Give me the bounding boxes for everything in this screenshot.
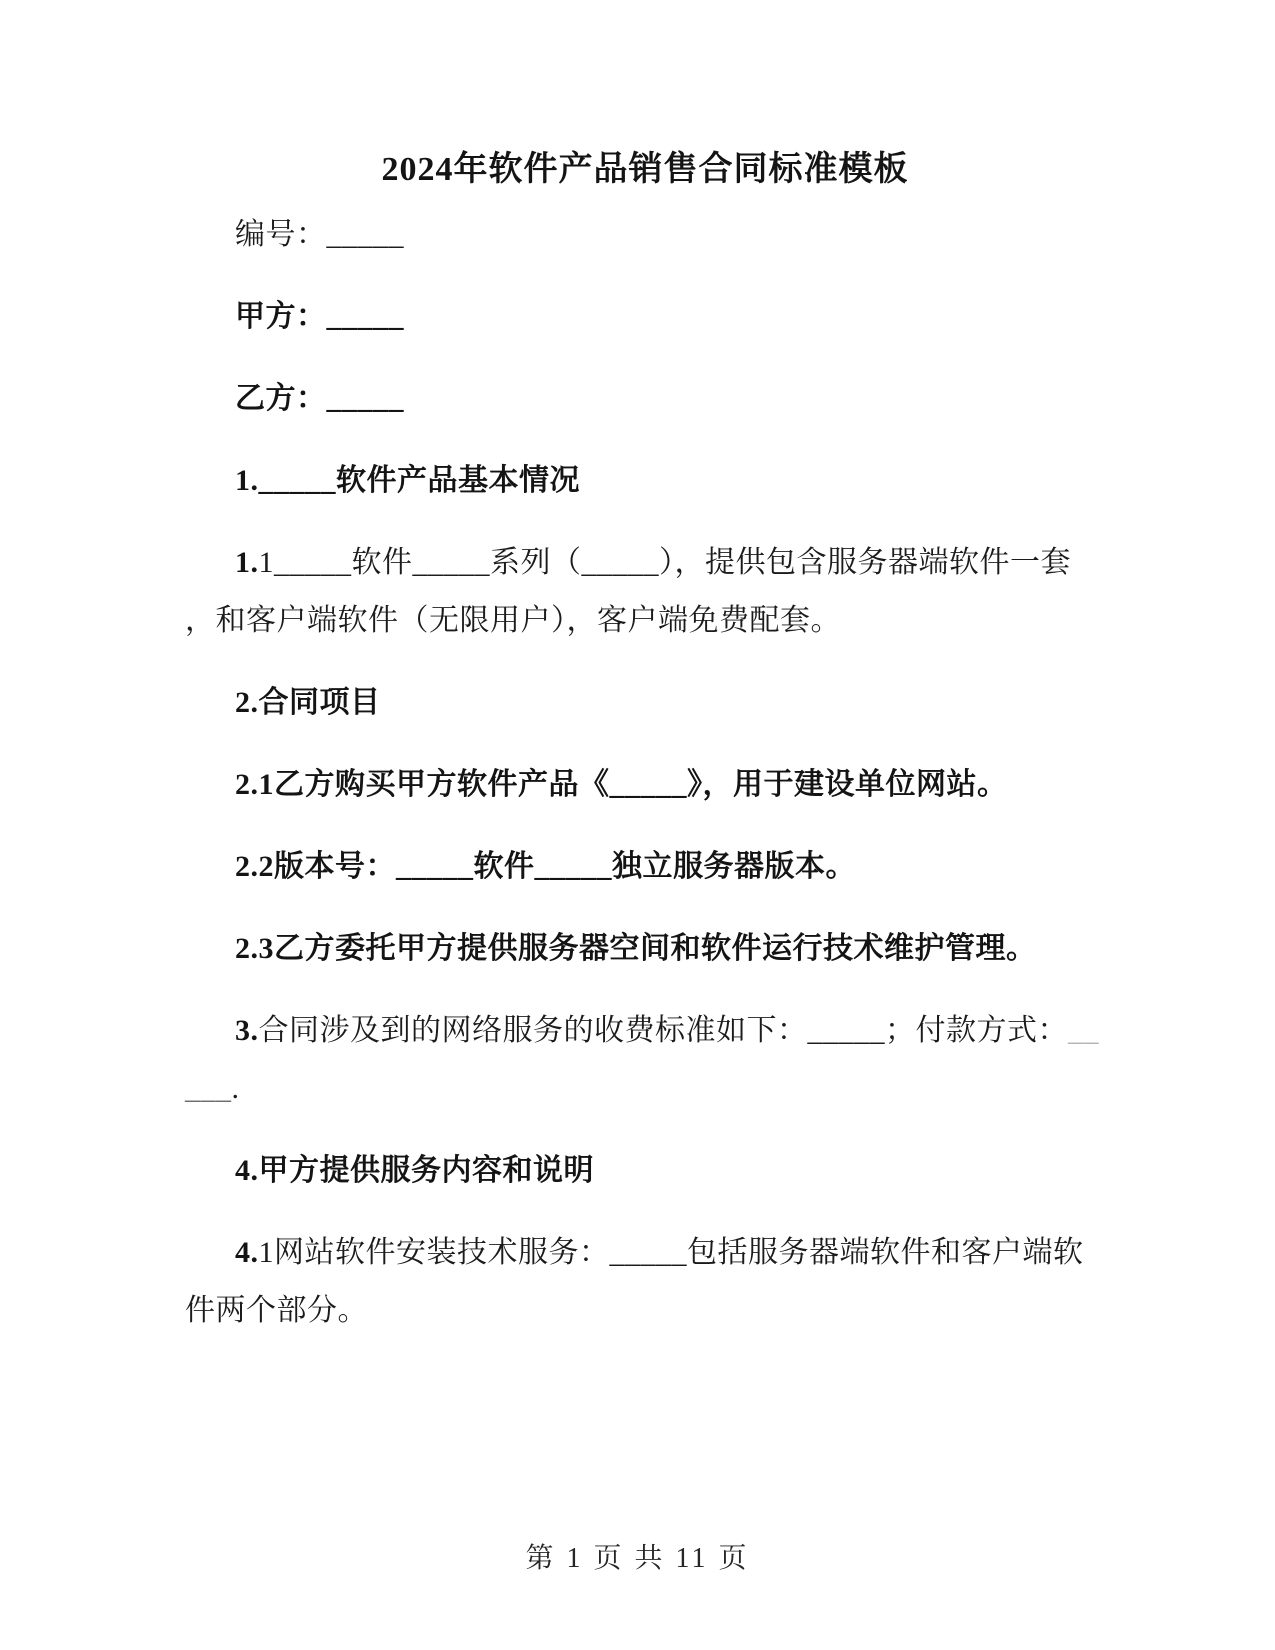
clause-3-payment-blank-continuation: ___ <box>185 1072 232 1105</box>
party-b-label: 乙方： <box>235 382 327 415</box>
clause-4-1-number: 4. <box>235 1236 259 1269</box>
clause-1-1-line2: ，和客户端软件（无限用户），客户端免费配套。 <box>185 604 841 637</box>
field-party-b-line <box>185 370 1105 428</box>
section-1-title: 软件产品基本情况 <box>336 464 580 497</box>
section-4-heading <box>185 1142 1105 1200</box>
clause-4-1-line1a: 1网站软件安装技术服务： <box>258 1236 610 1269</box>
party-a-blank: _____ <box>326 300 404 333</box>
number-blank: _____ <box>326 218 404 251</box>
document-title: 2024年软件产品销售合同标准模板 <box>381 151 909 188</box>
clause-2-2: 2.2版本号：_____软件_____独立服务器版本。 <box>235 850 856 883</box>
section-2-number: 2. <box>235 686 259 719</box>
section-4-title: 甲方提供服务内容和说明 <box>258 1154 594 1187</box>
section-4-number: 4. <box>235 1154 259 1187</box>
number-label: 编号： <box>235 218 327 251</box>
party-a-label: 甲方： <box>235 300 327 333</box>
clause-4-1-blank: _____ <box>609 1236 687 1269</box>
clause-3-period: . <box>231 1072 240 1105</box>
clause-3-fee-blank: _____ <box>807 1014 885 1047</box>
page-number-footer: 第 1 页 共 11 页 <box>525 1543 750 1574</box>
clause-1-1-number: 1. <box>235 546 259 579</box>
section-2-heading <box>185 674 1105 732</box>
field-number-line <box>185 206 1105 264</box>
section-1-number: 1. <box>235 464 259 497</box>
clause-3-text1: 合同涉及到的网络服务的收费标准如下： <box>258 1014 808 1047</box>
clause-1-1 <box>185 534 1105 650</box>
clause-3-number: 3. <box>235 1014 259 1047</box>
clause-3 <box>185 1002 1105 1118</box>
clause-3-text2: ；付款方式： <box>885 1014 1068 1047</box>
party-b-blank: _____ <box>326 382 404 415</box>
section-2-title: 合同项目 <box>258 686 381 719</box>
section-1-blank: _____ <box>258 464 336 497</box>
clause-4-1 <box>185 1224 1105 1340</box>
clause-1-1-line1: 1_____软件_____系列（_____），提供包含服务器端软件一套 <box>258 546 1071 579</box>
clause-2-1: 2.1乙方购买甲方软件产品《_____》，用于建设单位网站。 <box>235 768 1008 801</box>
clause-2-3: 2.3乙方委托甲方提供服务器空间和软件运行技术维护管理。 <box>235 932 1037 965</box>
clause-4-1-line2: 件两个部分。 <box>185 1294 368 1327</box>
clause-3-payment-blank-start: __ <box>1068 1014 1099 1047</box>
section-1-heading <box>185 452 1105 510</box>
clause-4-1-line1b: 包括服务器端软件和客户端软 <box>687 1236 1084 1269</box>
field-party-a-line <box>185 288 1105 346</box>
